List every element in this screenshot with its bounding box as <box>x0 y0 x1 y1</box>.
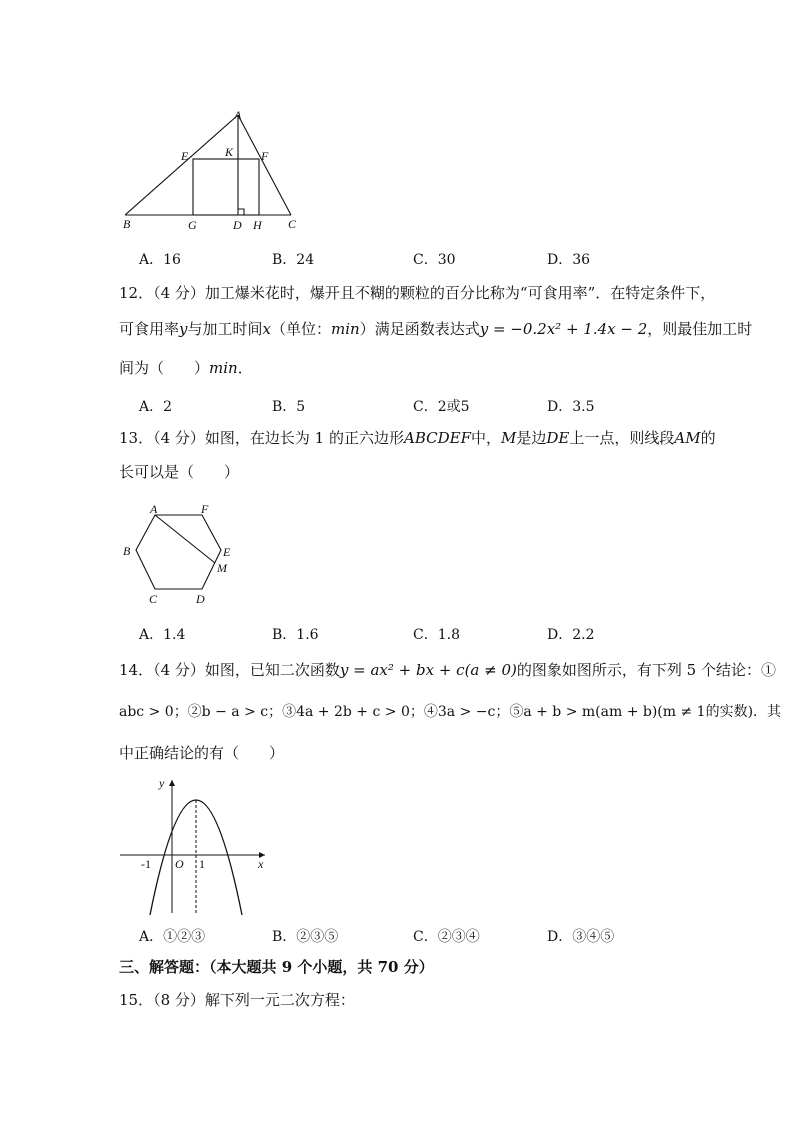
q11-option-b[interactable]: B．24 <box>272 252 315 268</box>
q15-line-1: 15．（8 分）解下列一元二次方程： <box>119 991 355 1009</box>
q11-option-a[interactable]: A．16 <box>139 252 181 268</box>
q14-option-c[interactable]: C．②③④ <box>413 929 480 945</box>
q11-label-a: A <box>234 108 242 122</box>
q13-option-d[interactable]: D．2.2 <box>547 627 595 643</box>
q12-line-2 <box>119 318 752 339</box>
q14-line-1 <box>119 659 776 680</box>
q14-label-y: y <box>159 776 165 790</box>
q11-label-b: B <box>123 217 131 231</box>
q11-label-d: D <box>233 218 242 232</box>
q13-text: 中， <box>470 429 501 447</box>
q12-option-c[interactable]: C．2或5 <box>413 399 470 415</box>
q11-rectangle-efhg <box>193 159 259 215</box>
q12-line-1: 12．（4 分）加工爆米花时，爆开且不糊的颗粒的百分比称为“可食用率”．在特定条件下， <box>119 284 716 302</box>
q12-text: ）满足函数表达式 <box>359 320 480 338</box>
q13-hexagon <box>136 515 221 589</box>
q12-text: 间为（ ） <box>119 359 210 377</box>
q13-segment-am: AM <box>674 429 701 447</box>
q14-option-a[interactable]: A．①②③ <box>139 929 206 945</box>
q14-option-b[interactable]: B．②③⑤ <box>272 929 339 945</box>
q13-option-a[interactable]: A．1.4 <box>139 627 186 643</box>
q11-label-c: C <box>288 217 297 231</box>
q11-option-d[interactable]: D．36 <box>547 252 591 268</box>
q12-unit-min: min <box>331 320 360 338</box>
q13-text: 的 <box>700 429 716 447</box>
q11-label-k: K <box>225 145 234 159</box>
q12-text: ，则最佳加工时 <box>647 320 753 338</box>
q13-label-e: E <box>223 545 231 559</box>
q12-option-a[interactable]: A．2 <box>139 399 173 415</box>
q14-formula: y = ax² + bx + c(a ≠ 0) <box>339 661 517 679</box>
q13-label-d: D <box>196 592 205 606</box>
q11-label-e: E <box>181 149 189 163</box>
q13-label-a: A <box>150 502 158 516</box>
q14-label-one: 1 <box>199 857 205 871</box>
q12-option-d[interactable]: D．3.5 <box>547 399 595 415</box>
q12-text: （单位： <box>270 320 331 338</box>
q13-label-b: B <box>123 544 131 558</box>
q13-label-c: C <box>149 592 158 606</box>
q14-line-2: abc > 0；②b − a > c；③4a + 2b + c > 0；④3a > −c；⑤a + b > m(am + b)(m ≠ 1的实数)．其 <box>119 704 782 720</box>
q14-text: 14．（4 分）如图，已知二次函数 <box>119 661 340 679</box>
q14-text: 的图象如图所示，有下列 5 个结论：① <box>516 661 776 679</box>
q12-formula: y = −0.2x² + 1.4x − 2 <box>479 320 648 338</box>
q11-label-h: H <box>253 218 262 232</box>
q13-hexagon-name: ABCDEF <box>403 429 471 447</box>
q12-line-3 <box>119 357 253 378</box>
q14-label-neg1: -1 <box>141 857 151 871</box>
q14-label-x: x <box>258 857 264 871</box>
q12-var-y: y <box>179 320 188 338</box>
q11-side-ab <box>125 115 238 215</box>
q13-option-c[interactable]: C．1.8 <box>413 627 460 643</box>
q13-line-2: 长可以是（ ） <box>119 463 240 481</box>
q14-label-origin: O <box>175 857 184 871</box>
q12-text: ． <box>237 359 253 377</box>
q11-label-g: G <box>188 218 197 232</box>
q12-var-x: x <box>262 320 271 338</box>
q13-text: 13．（4 分）如图，在边长为 1 的正六边形 <box>119 429 404 447</box>
q13-figure <box>115 500 245 610</box>
q12-text: 与加工时间 <box>187 320 263 338</box>
q11-side-ac <box>238 115 291 215</box>
q13-point-m: M <box>501 429 517 447</box>
q13-line-1 <box>119 427 716 448</box>
q12-unit-min: min <box>209 359 238 377</box>
q11-option-c[interactable]: C．30 <box>413 252 456 268</box>
q14-line-3: 中正确结论的有（ ） <box>119 744 285 762</box>
q13-text: 是边 <box>516 429 547 447</box>
q12-text: 可食用率 <box>119 320 180 338</box>
section-3-title: 三、解答题：（本大题共 9 个小题，共 70 分） <box>119 958 434 976</box>
q13-text: 上一点，则线段 <box>569 429 675 447</box>
q13-side-de: DE <box>546 429 570 447</box>
q13-label-m: M <box>217 561 227 575</box>
q12-option-b[interactable]: B．5 <box>272 399 306 415</box>
q11-figure <box>115 105 310 235</box>
q13-option-b[interactable]: B．1.6 <box>272 627 319 643</box>
q13-label-f: F <box>201 502 209 516</box>
q11-label-f: F <box>261 149 269 163</box>
q14-figure <box>115 770 275 920</box>
q14-option-d[interactable]: D．③④⑤ <box>547 929 615 945</box>
q11-right-angle-mark <box>238 209 244 215</box>
